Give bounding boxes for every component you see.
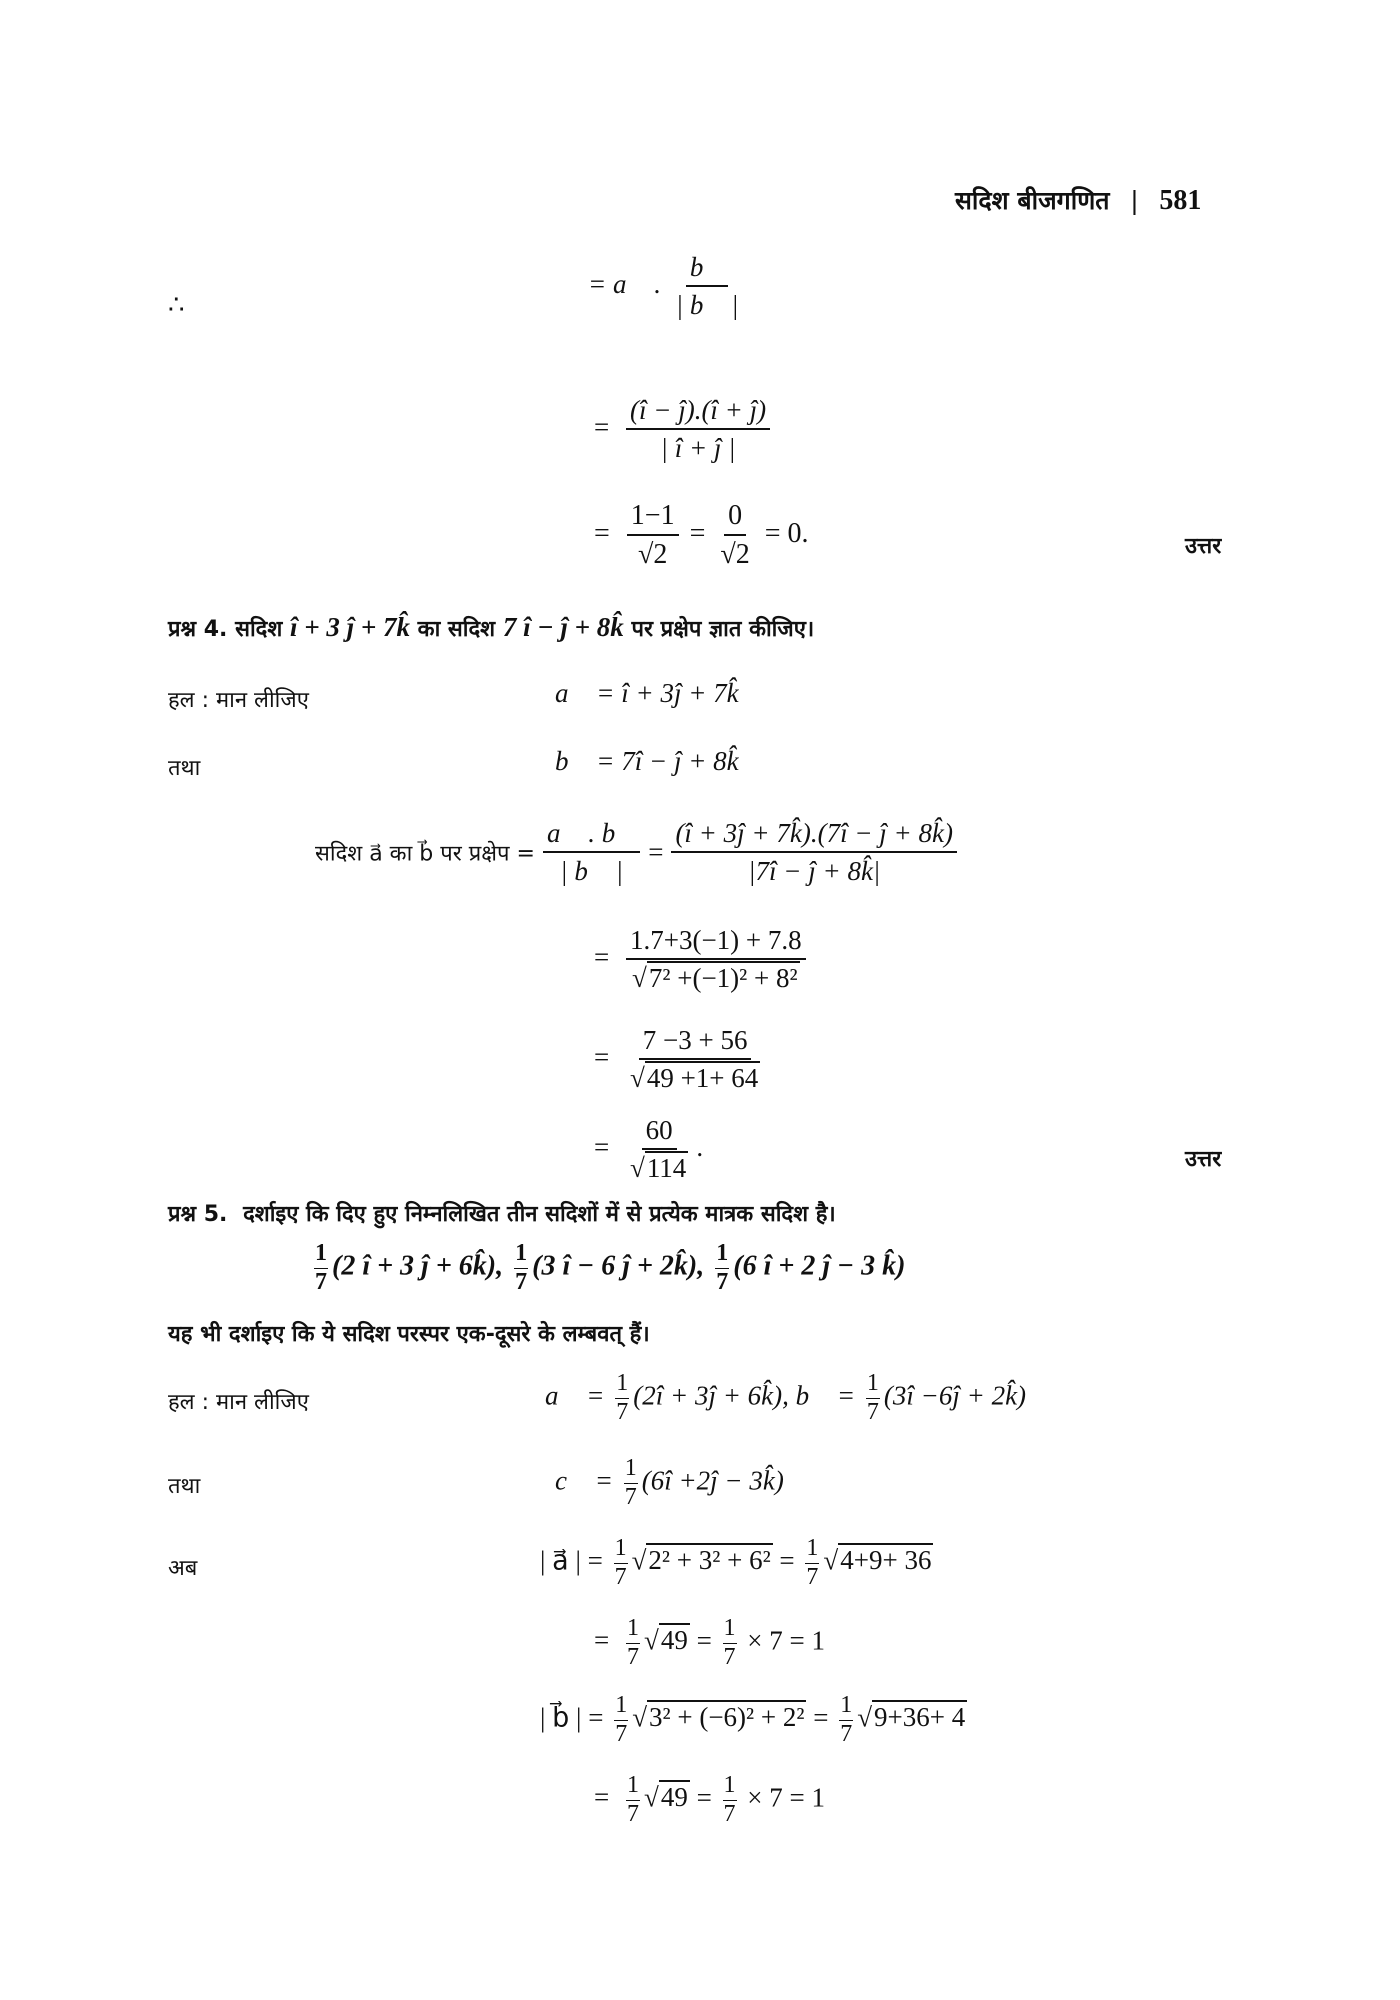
modulus-a-result: = $\frac{1}{7}$ √49 = $\frac{1}{7}$ × 7 = 1 xyxy=(594,1615,826,1670)
now-label: अब xyxy=(168,1556,198,1581)
projection-step-3: = $\frac{7 -3 + 56}{√49 +1+ 64}$ xyxy=(594,1025,759,1094)
question-5-text-2: यह भी दर्शाइए कि ये सदिश परस्पर एक-दूसरे के लम्बवत् हैं। xyxy=(168,1322,650,1347)
therefore-symbol: ∴ xyxy=(168,290,185,319)
header-separator: | xyxy=(1130,186,1139,215)
equation-line-1 xyxy=(588,252,747,321)
vector-a-definition: a⃗ = î + 3ĵ + 7k̂ xyxy=(555,678,739,708)
projection-step-2: = $\frac{1.7+3(-1) + 7.8}{\text{√7² +(−1)² + 8²}}$ xyxy=(588,925,810,994)
modulus-a: | a⃗ | = $\frac{1}{7}$ √2² + 3² + 6² = $\frac{1}{7}$ √4+9+ 36 xyxy=(540,1535,932,1590)
question-4: प्रश्न 4. सदिश î + 3 ĵ + 7k̂ का सदिश 7 î − ĵ + 8k̂ पर प्रक्षेप ज्ञात कीजिए। xyxy=(168,612,815,642)
answer-label: उत्तर xyxy=(1185,1147,1222,1172)
equation-line-3: = $\frac{1-1}{√2}$ = $\frac{0}{√2}$ = 0. xyxy=(594,500,809,571)
given-vectors: $\frac{1}{7}$ (2 î + 3 ĵ + 6k̂), $\frac{1}{7}$ (3 î − 6 ĵ + 2k̂), $\frac{1}{7}$ (6 î + 2 ĵ − 3 k̂) xyxy=(315,1240,906,1295)
and-label: तथा xyxy=(168,756,201,781)
projection-label: सदिश a⃗ का b⃗ पर प्रक्षेप = xyxy=(315,841,535,867)
chapter-title: सदिश बीजगणित xyxy=(955,186,1110,215)
modulus-b-result: = $\frac{1}{7}$ √49 = $\frac{1}{7}$ × 7 = 1 xyxy=(594,1772,826,1827)
projection-step-4: = $\frac{60}{√114}$ . xyxy=(594,1115,704,1184)
vectors-a-b-definition: a⃗ = $\frac{1}{7}$ (2î + 3ĵ + 6k̂), b⃗ = $\frac{1}{7}$ (3î −6ĵ + 2k̂) xyxy=(545,1370,1027,1425)
fraction: $\frac{(î - ĵ).(î + ĵ)}{| î + ĵ |}$ xyxy=(626,395,770,464)
equation-line-2: = $\frac{(î - ĵ).(î + ĵ)}{| î + ĵ |}$ xyxy=(588,395,774,464)
and-label: तथा xyxy=(168,1474,201,1499)
answer-label: उत्तर xyxy=(1185,534,1222,559)
question-label: प्रश्न 4. xyxy=(168,617,228,642)
question-5: प्रश्न 5. दर्शाइए कि दिए हुए निम्नलिखित तीन सदिशों में से प्रत्येक मात्रक सदिश है। xyxy=(168,1202,836,1227)
running-header xyxy=(955,183,1201,217)
question-label: प्रश्न 5. xyxy=(168,1202,228,1227)
page-number: 581 xyxy=(1159,185,1202,216)
fraction: $\frac{b⃗}{| b⃗ |}$ xyxy=(675,252,739,321)
let-label: हल : मान लीजिए xyxy=(168,1390,309,1415)
projection-line: सदिश a⃗ का b⃗ पर प्रक्षेप = $\frac{a⃗ . b⃗}{| b⃗ |}$ = $\frac{(î + 3ĵ + 7k̂).(7î - ĵ + 8k̂)}{|7î - ĵ + 8k̂|}$ xyxy=(315,818,961,887)
let-label: हल : मान लीजिए xyxy=(168,688,309,713)
vector-c-definition: c⃗ = $\frac{1}{7}$ (6î +2ĵ − 3k̂) xyxy=(555,1455,784,1510)
modulus-b: | b⃗ | = $\frac{1}{7}$ √3² + (−6)² + 2² = $\frac{1}{7}$ √9+36+ 4 xyxy=(540,1692,966,1747)
eq-lhs: = a⃗ . xyxy=(588,268,661,299)
vector-b-definition: b⃗ = 7î − ĵ + 8k̂ xyxy=(555,746,739,776)
